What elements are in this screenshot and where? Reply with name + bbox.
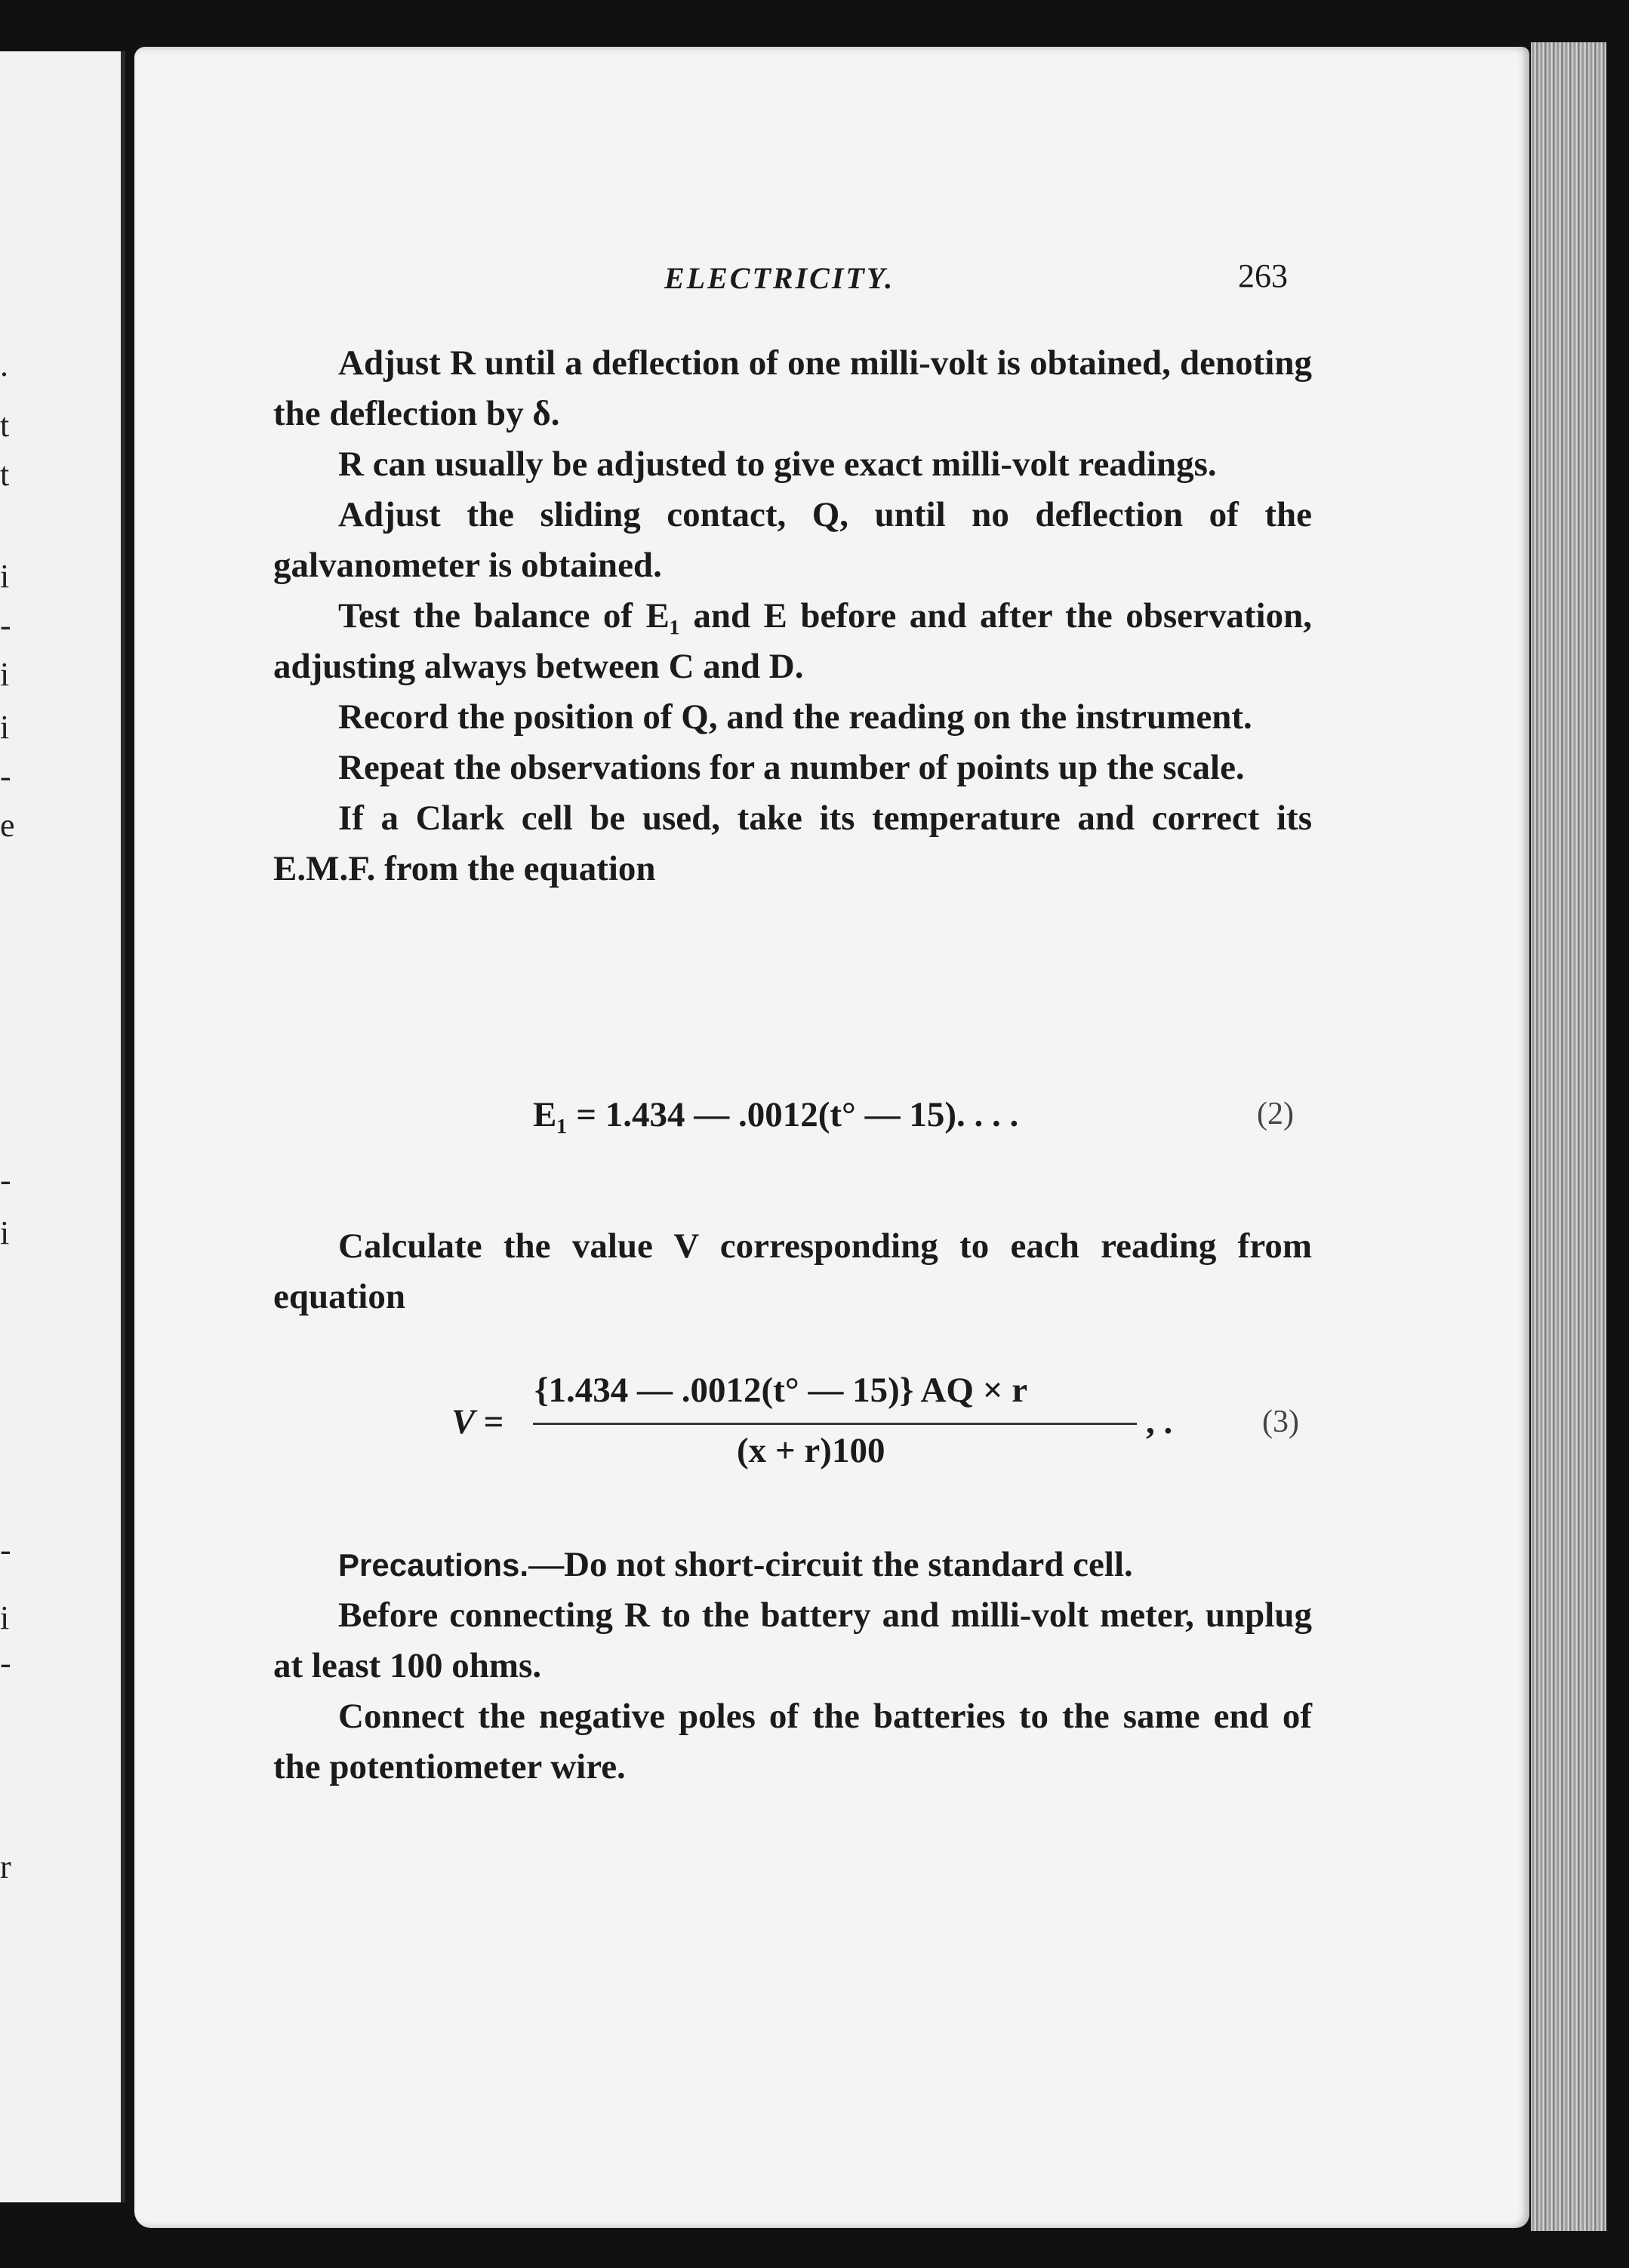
precautions-section bbox=[273, 1540, 1312, 1793]
equation-2-expression: E₁ = 1.434 — .0012(t° — 15). . . . bbox=[533, 1095, 1019, 1134]
edge-mark: . bbox=[0, 346, 8, 383]
equation-3-denominator: (x + r)100 bbox=[737, 1431, 885, 1470]
edge-mark: i bbox=[0, 656, 10, 693]
edge-mark: e bbox=[0, 807, 15, 844]
edge-mark: - bbox=[0, 1645, 11, 1682]
paragraph: Record the position of Q, and the reading on the instrument. bbox=[338, 697, 1252, 737]
paragraph: Repeat the observations for a number of points up the scale. bbox=[338, 748, 1245, 787]
paragraph: If a Clark cell be used, take its temperature and correct its E.M.F. from the equation bbox=[273, 799, 1312, 888]
edge-mark: i bbox=[0, 709, 10, 746]
calculation-text bbox=[273, 1221, 1312, 1322]
fraction-bar bbox=[533, 1423, 1137, 1425]
edge-mark: i bbox=[0, 558, 10, 595]
precaution-item: Connect the negative poles of the batteries to the same end of the potentiometer wire. bbox=[273, 1697, 1312, 1786]
equation-2-number: (2) bbox=[1257, 1097, 1294, 1131]
precaution-text: —Do not short-circuit the standard cell. bbox=[528, 1545, 1133, 1584]
equation-3 bbox=[451, 1370, 1191, 1483]
paragraph: Calculate the value V corresponding to each reading from equation bbox=[273, 1226, 1312, 1316]
edge-mark: - bbox=[0, 1162, 11, 1199]
precaution-item bbox=[273, 1540, 1312, 1590]
edge-mark: - bbox=[0, 758, 11, 795]
edge-mark: t bbox=[0, 456, 10, 493]
page-stack-edge bbox=[1531, 42, 1606, 2231]
page-number: 263 bbox=[1238, 257, 1288, 294]
precaution-item: Before connecting R to the battery and milli-volt meter, unplug at least 100 ohms. bbox=[273, 1596, 1312, 1685]
paragraph: Adjust R until a deflection of one milli-volt is obtained, denoting the deflection by δ. bbox=[273, 343, 1312, 433]
paragraph: Adjust the sliding contact, Q, until no deflection of the galvanometer is obtained. bbox=[273, 495, 1312, 585]
equation-3-numerator: {1.434 — .0012(t° — 15)} AQ × r bbox=[534, 1371, 1028, 1410]
instructions-text bbox=[273, 338, 1312, 894]
paragraph: Test the balance of E₁ and E before and after the observation, adjusting always between C and D. bbox=[273, 596, 1312, 686]
edge-mark: - bbox=[0, 607, 11, 644]
equation-3-lhs: V = bbox=[451, 1402, 504, 1442]
adjacent-page-edge bbox=[0, 51, 125, 2202]
edge-mark: - bbox=[0, 1531, 11, 1568]
edge-mark: r bbox=[0, 1848, 11, 1885]
equation-3-number: (3) bbox=[1262, 1405, 1299, 1439]
paragraph: R can usually be adjusted to give exact milli-volt readings. bbox=[338, 445, 1217, 484]
precautions-heading: Precautions. bbox=[338, 1547, 529, 1583]
edge-mark: i bbox=[0, 1599, 10, 1636]
equation-3-punctuation: , . bbox=[1146, 1402, 1173, 1442]
equation-2 bbox=[533, 1094, 1018, 1135]
edge-mark: i bbox=[0, 1214, 10, 1251]
running-head: ELECTRICITY. bbox=[664, 261, 895, 295]
edge-mark: t bbox=[0, 407, 10, 444]
